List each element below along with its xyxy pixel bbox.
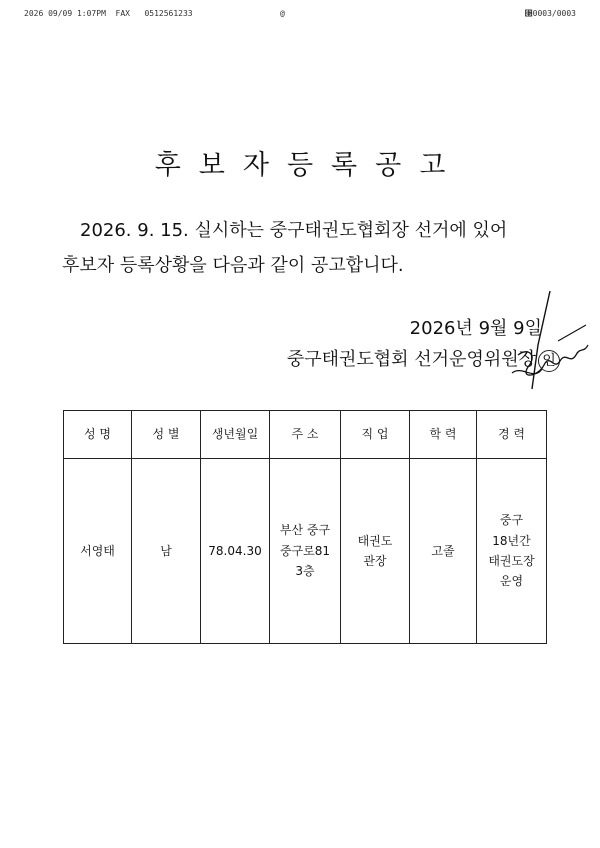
fax-symbol: @ <box>280 9 285 18</box>
cell-address <box>270 459 341 644</box>
page-title: 후보자등록공고 <box>154 150 464 181</box>
issuer-name: 중구태권도협회 선거운영위원장 <box>286 349 536 370</box>
career-line: 18년간 <box>492 533 531 548</box>
fax-header <box>24 9 576 21</box>
header-career: 경 력 <box>477 411 547 459</box>
cell-job <box>341 459 410 644</box>
table-header-row <box>64 411 547 459</box>
cell-education: 고졸 <box>410 459 477 644</box>
cell-gender: 남 <box>132 459 201 644</box>
fax-page-count: ⑓0003/0003 <box>524 9 576 18</box>
fax-number: 0512561233 <box>144 9 193 18</box>
seal-mark: 인 <box>538 350 560 372</box>
announcement-date: 2026년 9월 9일 <box>409 318 542 339</box>
cell-name: 서영태 <box>64 459 132 644</box>
address-line: 3층 <box>295 564 315 579</box>
header-job: 직 업 <box>341 411 410 459</box>
fax-label: FAX <box>115 9 130 18</box>
body-text-line-1: 2026. 9. 15. 실시하는 중구태권도협회장 선거에 있어 <box>80 220 508 241</box>
job-line: 태권도 <box>357 533 393 548</box>
cell-career <box>477 459 547 644</box>
fax-datetime: 2026 09/09 1:07PM <box>24 9 106 18</box>
header-birthdate: 생년월일 <box>201 411 270 459</box>
header-gender: 성 별 <box>132 411 201 459</box>
header-education: 학 력 <box>410 411 477 459</box>
body-text-line-2: 후보자 등록상황을 다음과 같이 공고합니다. <box>62 255 404 276</box>
table-row <box>64 459 547 644</box>
signature-scribble <box>498 285 590 400</box>
career-line: 중구 <box>499 513 524 528</box>
candidate-table <box>63 410 547 644</box>
address-line: 중구로81 <box>279 543 331 558</box>
cell-birthdate: 78.04.30 <box>201 459 270 644</box>
header-address: 주 소 <box>270 411 341 459</box>
header-name: 성 명 <box>64 411 132 459</box>
career-line: 운영 <box>499 574 524 589</box>
fax-datetime-line <box>24 9 193 18</box>
address-line: 부산 중구 <box>279 523 331 538</box>
career-line: 태권도장 <box>488 554 535 568</box>
job-line: 관장 <box>363 554 387 568</box>
